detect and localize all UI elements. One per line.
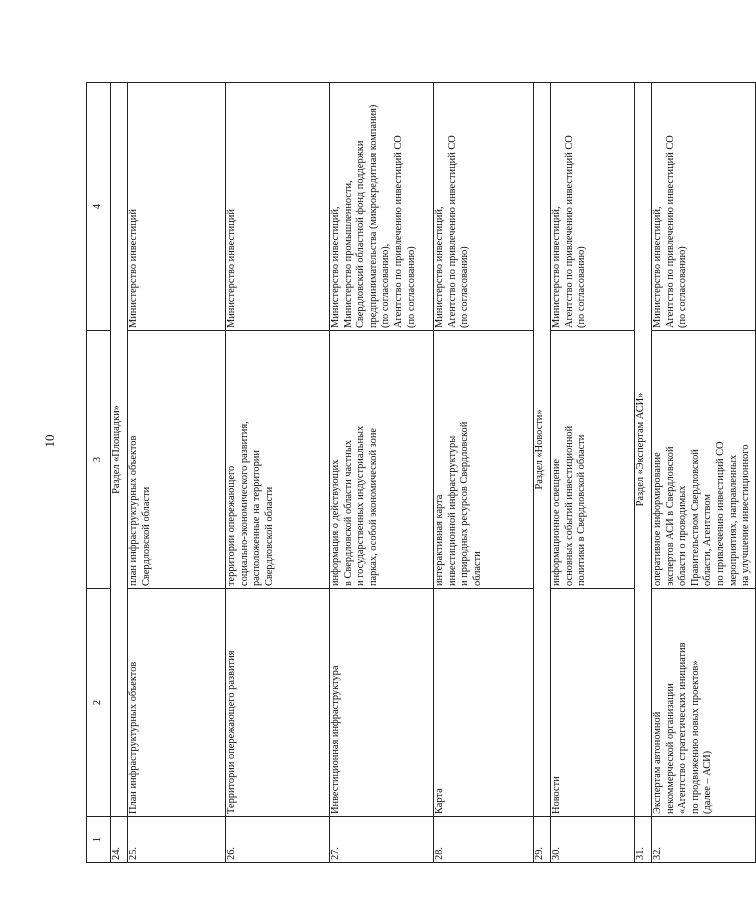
item-name: Экспертам автономной некоммерческой организации «Агентство стратегических инициатив по продвижению новых проектов» (далее – АСИ) [652,589,756,817]
item-content: оперативное информирование экспертов АСИ в Свердловской области о проводимых Правительством Свердловской области, Агентством по привлечению инвестиций СО мероприятиях, направленных на улучшение инвестиционного [652,331,756,589]
item-responsible: Министерство инвестиций, Агентство по привлечению инвестиций СО (по согласованию) [652,83,756,331]
item-responsible: Министерство инвестиций [128,83,226,331]
item-name: Территории опережающего развития [226,589,330,817]
item-content: план инфраструктурных объектов Свердловской области [128,331,226,589]
header-cell: 3 [87,331,111,589]
table-row [128,83,226,863]
row-number: 24. [111,817,128,863]
row-number: 25. [128,817,226,863]
table-row [652,83,756,863]
item-content: интерактивная карта инвестиционной инфраструктуры и природных ресурсов Свердловской области [434,331,534,589]
section-title: Раздел «Новости» [534,83,551,817]
table-row [330,83,434,863]
row-number: 31. [635,817,652,863]
item-name: Инвестиционная инфраструктура [330,589,434,817]
item-responsible: Министерство инвестиций, Министерство промышленности, Свердловский областной фонд поддержки предпринимательства (микрокредитная компания) (по согласованию), Агентство по привлечению инвестиций СО (по согласованию) [330,83,434,331]
section-title: Раздел «Площадки» [111,83,128,817]
row-number: 26. [226,817,330,863]
item-responsible: Министерство инвестиций, Агентство по привлечению инвестиций СО (по согласованию) [551,83,635,331]
header-row [87,83,111,863]
section-row [534,83,551,863]
rotated-table-container [86,83,752,863]
row-number: 30. [551,817,635,863]
row-number: 27. [330,817,434,863]
item-name: Карта [434,589,534,817]
row-number: 32. [652,817,756,863]
header-cell: 2 [87,589,111,817]
page-number: 10 [42,434,57,448]
section-title: Раздел «Экспертам АСИ» [635,83,652,817]
section-row [635,83,652,863]
measures-table [86,82,756,863]
item-responsible: Министерство инвестиций [226,83,330,331]
table-row [551,83,635,863]
row-number: 28. [434,817,534,863]
item-content: территории опережающего социально-экономического развития, расположенные на территории Свердловской области [226,331,330,589]
item-name: План инфраструктурных объектов [128,589,226,817]
item-content: информация о действующих в Свердловской области частных и государственных индустриальных парках, особой экономической зоне [330,331,434,589]
header-cell: 1 [87,817,111,863]
table-body [87,83,756,863]
section-row [111,83,128,863]
table-row [434,83,534,863]
header-cell: 4 [87,83,111,331]
item-content: информационное освещение основных событий инвестиционной политики в Свердловской области [551,331,635,589]
row-number: 29. [534,817,551,863]
item-responsible: Министерство инвестиций, Агентство по привлечению инвестиций СО (по согласованию) [434,83,534,331]
item-name: Новости [551,589,635,817]
table-row [226,83,330,863]
